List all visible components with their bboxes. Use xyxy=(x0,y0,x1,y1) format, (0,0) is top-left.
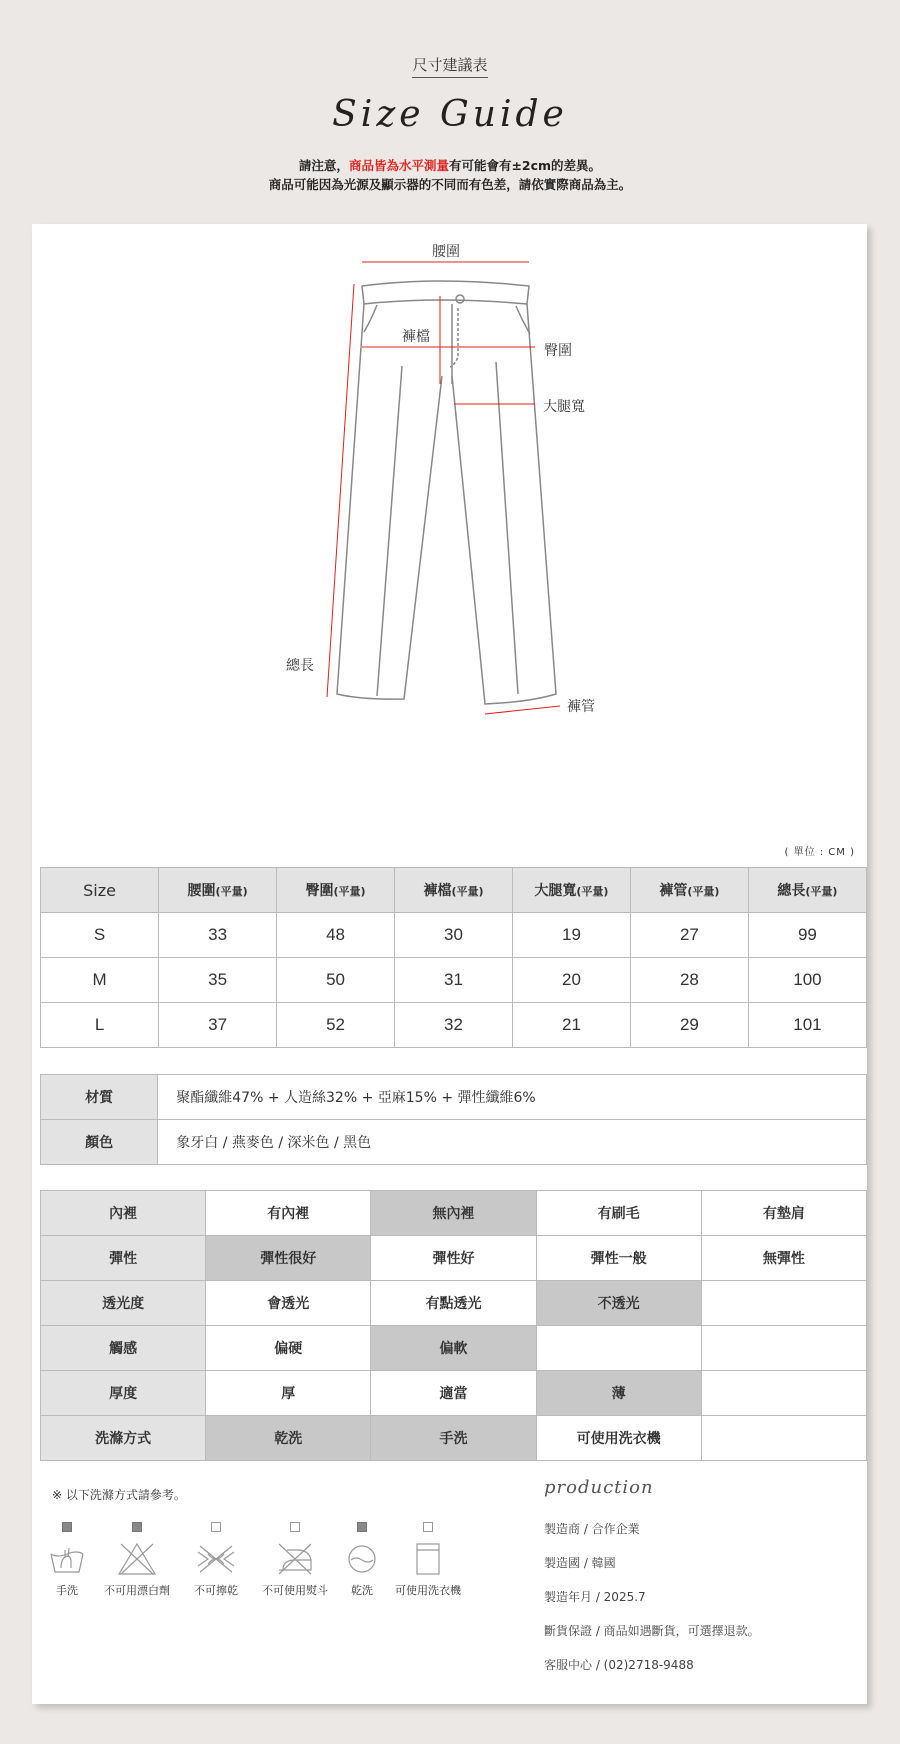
material-row xyxy=(41,1075,867,1120)
pants-diagram xyxy=(32,224,867,824)
attribute-option: 無彈性 xyxy=(701,1236,866,1281)
no-wring-icon xyxy=(196,1542,236,1576)
material-value: 聚酯纖維47% + 人造絲32% + 亞麻15% + 彈性纖維6% xyxy=(158,1075,867,1120)
header-cell: 總長(平量) xyxy=(748,868,866,913)
attribute-option: 會透光 xyxy=(206,1281,371,1326)
attribute-option: 彈性好 xyxy=(371,1236,536,1281)
table-cell: 52 xyxy=(277,1003,395,1048)
table-cell: 101 xyxy=(748,1003,866,1048)
hip-label: 臀圍 xyxy=(544,343,572,359)
attribute-label: 透光度 xyxy=(41,1281,206,1326)
material-table xyxy=(40,1074,867,1165)
care-label: 手洗 xyxy=(56,1584,78,1597)
subtitle: 尺寸建議表 xyxy=(0,54,900,75)
care-label: 乾洗 xyxy=(351,1584,373,1597)
attribute-row xyxy=(41,1416,867,1461)
header-cell: 褲管(平量) xyxy=(630,868,748,913)
care-label: 不可擰乾 xyxy=(194,1584,238,1597)
page-title: Size Guide xyxy=(332,94,568,135)
attribute-option: 適當 xyxy=(371,1371,536,1416)
thigh-label: 大腿寬 xyxy=(543,399,585,415)
length-label: 總長 xyxy=(286,658,314,674)
attribute-label: 內裡 xyxy=(41,1191,206,1236)
attribute-row xyxy=(41,1326,867,1371)
table-cell: 20 xyxy=(512,958,630,1003)
attribute-option xyxy=(701,1416,866,1461)
color-row xyxy=(41,1120,867,1165)
attribute-option: 有點透光 xyxy=(371,1281,536,1326)
attribute-option: 偏軟 xyxy=(371,1326,536,1371)
attribute-row xyxy=(41,1371,867,1416)
care-item-no-bleach xyxy=(102,1522,172,1598)
size-table-header xyxy=(41,868,867,913)
material-label: 材質 xyxy=(41,1075,158,1120)
color-value: 象牙白 / 燕麥色 / 深米色 / 黑色 xyxy=(158,1120,867,1165)
table-cell: 29 xyxy=(630,1003,748,1048)
color-note: 商品可能因為光源及顯示器的不同而有色差，請依實際商品為主。 xyxy=(268,177,632,192)
care-checkbox xyxy=(357,1522,367,1532)
attribute-option: 乾洗 xyxy=(206,1416,371,1461)
table-cell: 100 xyxy=(748,958,866,1003)
care-item-no-iron xyxy=(257,1522,333,1598)
attribute-row xyxy=(41,1281,867,1326)
care-checkbox xyxy=(62,1522,72,1532)
attribute-option: 厚 xyxy=(206,1371,371,1416)
header-cell: 大腿寬(平量) xyxy=(512,868,630,913)
attribute-row xyxy=(41,1236,867,1281)
attribute-option: 偏硬 xyxy=(206,1326,371,1371)
dry-clean-icon xyxy=(342,1542,382,1576)
care-item-washing-machine xyxy=(390,1522,466,1598)
care-checkbox xyxy=(132,1522,142,1532)
attribute-option: 不透光 xyxy=(536,1281,701,1326)
table-cell: 19 xyxy=(512,913,630,958)
attribute-option: 彈性一般 xyxy=(536,1236,701,1281)
hand-wash-icon xyxy=(47,1542,87,1576)
header-cell: 臀圍(平量) xyxy=(277,868,395,913)
header-cell: Size xyxy=(41,868,159,913)
table-row xyxy=(41,1003,867,1048)
production-line: 製造國 / 韓國 xyxy=(544,1556,616,1570)
care-checkbox xyxy=(211,1522,221,1532)
table-cell: S xyxy=(41,913,159,958)
table-cell: 28 xyxy=(630,958,748,1003)
washing-machine-icon xyxy=(408,1542,448,1576)
table-cell: 27 xyxy=(630,913,748,958)
attribute-option: 有內裡 xyxy=(206,1191,371,1236)
care-checkbox xyxy=(290,1522,300,1532)
production-line: 客服中心 / (02)2718-9488 xyxy=(544,1658,694,1672)
care-checkbox xyxy=(423,1522,433,1532)
table-cell: 32 xyxy=(395,1003,513,1048)
care-item-hand-wash xyxy=(42,1522,92,1598)
rise-label: 褲檔 xyxy=(402,329,430,345)
size-table xyxy=(40,867,867,1048)
attribute-label: 彈性 xyxy=(41,1236,206,1281)
table-cell: 35 xyxy=(159,958,277,1003)
care-note: ※ 以下洗滌方式請參考。 xyxy=(52,1488,186,1502)
attribute-option: 可使用洗衣機 xyxy=(536,1416,701,1461)
table-cell: 37 xyxy=(159,1003,277,1048)
attribute-option: 無內裡 xyxy=(371,1191,536,1236)
table-cell: 21 xyxy=(512,1003,630,1048)
size-guide-card xyxy=(32,224,867,1704)
attribute-option: 彈性很好 xyxy=(206,1236,371,1281)
attributes-table xyxy=(40,1190,867,1461)
care-label: 不可使用熨斗 xyxy=(262,1584,328,1597)
production-title: production xyxy=(544,1477,654,1498)
no-bleach-icon xyxy=(117,1542,157,1576)
production-line: 斷貨保證 / 商品如遇斷貨，可選擇退款。 xyxy=(544,1624,760,1638)
production-line: 製造年月 / 2025.7 xyxy=(544,1590,646,1604)
header-cell: 褲檔(平量) xyxy=(395,868,513,913)
table-cell: 30 xyxy=(395,913,513,958)
attribute-option xyxy=(536,1326,701,1371)
attribute-label: 洗滌方式 xyxy=(41,1416,206,1461)
attribute-option: 薄 xyxy=(536,1371,701,1416)
unit-label: ( 單位 : CM ) xyxy=(784,847,855,858)
waist-label: 腰圍 xyxy=(432,244,460,260)
color-label: 顏色 xyxy=(41,1120,158,1165)
pants-illustration xyxy=(32,224,867,824)
header-cell: 腰圍(平量) xyxy=(159,868,277,913)
hem-label: 褲管 xyxy=(567,699,595,715)
attribute-row xyxy=(41,1191,867,1236)
care-label: 不可用漂白劑 xyxy=(104,1584,170,1597)
production-line: 製造商 / 合作企業 xyxy=(544,1522,640,1536)
table-cell: L xyxy=(41,1003,159,1048)
care-item-no-wring xyxy=(184,1522,248,1598)
table-cell: 33 xyxy=(159,913,277,958)
measurement-note: 請注意，商品皆為水平測量有可能會有±2cm的差異。 xyxy=(298,158,602,173)
no-iron-icon xyxy=(275,1542,315,1576)
attribute-label: 厚度 xyxy=(41,1371,206,1416)
table-cell: M xyxy=(41,958,159,1003)
table-cell: 99 xyxy=(748,913,866,958)
table-cell: 50 xyxy=(277,958,395,1003)
care-label: 可使用洗衣機 xyxy=(395,1584,461,1597)
attribute-option xyxy=(701,1326,866,1371)
attribute-option: 手洗 xyxy=(371,1416,536,1461)
attribute-option: 有墊肩 xyxy=(701,1191,866,1236)
table-row xyxy=(41,913,867,958)
attribute-option xyxy=(701,1371,866,1416)
attribute-option xyxy=(701,1281,866,1326)
attribute-label: 觸感 xyxy=(41,1326,206,1371)
care-item-dry-clean xyxy=(342,1522,382,1598)
table-cell: 31 xyxy=(395,958,513,1003)
attribute-option: 有刷毛 xyxy=(536,1191,701,1236)
table-row xyxy=(41,958,867,1003)
table-cell: 48 xyxy=(277,913,395,958)
